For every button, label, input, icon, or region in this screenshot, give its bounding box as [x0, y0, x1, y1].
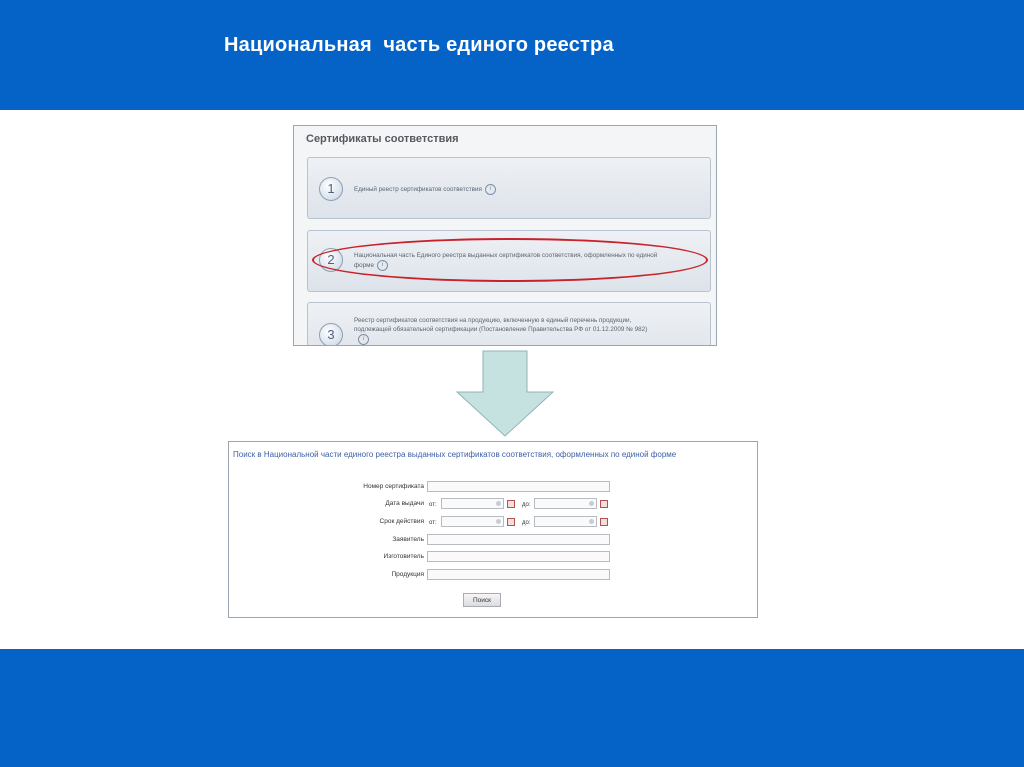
product-label: Продукция: [391, 571, 424, 578]
search-form-title: Поиск в Национальной части единого реестра выданных сертификатов соответствия, оформленных по единой форме: [233, 450, 677, 459]
clear-icon[interactable]: [496, 501, 501, 506]
certificates-title: Сертификаты соответствия: [306, 133, 459, 145]
to-label: до:: [522, 502, 531, 508]
applicant-input[interactable]: [427, 534, 610, 545]
issue-date-label: Дата выдачи: [385, 500, 424, 507]
manufacturer-input[interactable]: [427, 551, 610, 562]
step-number: 3: [319, 323, 343, 346]
product-input[interactable]: [427, 569, 610, 580]
manufacturer-label: Изготовитель: [383, 553, 424, 560]
search-form-panel: [228, 441, 758, 618]
calendar-icon[interactable]: [600, 500, 608, 508]
slide-title: Национальная часть единого реестра: [224, 34, 614, 56]
step-number: 2: [319, 248, 343, 272]
calendar-icon[interactable]: [507, 500, 515, 508]
clear-icon[interactable]: [496, 519, 501, 524]
registry-item-1[interactable]: [307, 157, 711, 219]
from-label: от:: [429, 502, 437, 508]
info-icon[interactable]: i: [377, 260, 388, 271]
validity-to-input[interactable]: [534, 516, 597, 527]
validity-period-label: Срок действия: [379, 518, 424, 525]
clear-icon[interactable]: [589, 519, 594, 524]
step-number: 1: [319, 177, 343, 201]
issue-date-to-input[interactable]: [534, 498, 597, 509]
applicant-label: Заявитель: [392, 536, 424, 543]
issue-date-from-input[interactable]: [441, 498, 504, 509]
clear-icon[interactable]: [589, 501, 594, 506]
registry-item-text: Реестр сертификатов соответствия на продукцию, включенную в единый перечень продукции, подлежащей обязательной сертификации (Постановление Правительства РФ от 01.12.2009 № 982) i: [354, 316, 647, 345]
footer-band: [0, 649, 1024, 767]
info-icon[interactable]: i: [485, 184, 496, 195]
certificate-number-label: Номер сертификата: [363, 483, 424, 490]
calendar-icon[interactable]: [600, 518, 608, 526]
calendar-icon[interactable]: [507, 518, 515, 526]
info-icon[interactable]: i: [358, 334, 369, 345]
search-button[interactable]: Поиск: [463, 593, 501, 607]
highlight-ellipse: [312, 238, 708, 282]
validity-from-input[interactable]: [441, 516, 504, 527]
certificates-panel: [293, 125, 717, 346]
registry-item-text: Национальная часть Единого реестра выданных сертификатов соответствия, оформленных по единой форме i: [354, 252, 658, 270]
registry-item-3[interactable]: [307, 302, 711, 346]
down-arrow-icon: [455, 350, 555, 438]
from-label: от:: [429, 520, 437, 526]
to-label: до:: [522, 520, 531, 526]
certificate-number-input[interactable]: [427, 481, 610, 492]
registry-item-text: Единый реестр сертификатов соответствия i: [354, 184, 496, 195]
